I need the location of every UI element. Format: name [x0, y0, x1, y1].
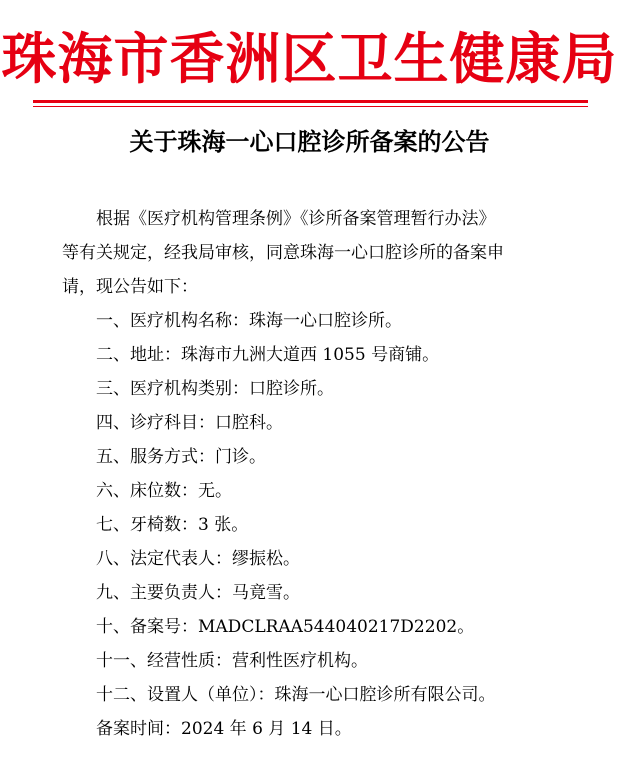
header-rule-thick [33, 100, 588, 103]
list-item: 十一、经营性质：营利性医疗机构。 [96, 651, 368, 671]
document-body [62, 202, 562, 746]
header-rule-thin [33, 106, 588, 107]
intro-line: 请，现公告如下： [62, 277, 198, 297]
issuing-authority-header: 珠海市香洲区卫生健康局 [1, 27, 618, 91]
list-item: 九、主要负责人：马竟雪。 [96, 583, 300, 603]
list-item: 四、诊疗科目：口腔科。 [96, 413, 283, 433]
intro-line: 等有关规定，经我局审核，同意珠海一心口腔诊所的备案申 [62, 243, 504, 263]
list-item: 十二、设置人（单位）：珠海一心口腔诊所有限公司。 [96, 685, 496, 705]
list-item: 八、法定代表人：缪振松。 [96, 549, 300, 569]
list-item: 十、备案号：MADCLRAA544040217D2202。 [96, 617, 475, 637]
list-item: 三、医疗机构类别：口腔诊所。 [96, 379, 334, 399]
list-item: 七、牙椅数：3 张。 [96, 515, 249, 535]
document-title: 关于珠海一心口腔诊所备案的公告 [129, 128, 490, 156]
list-item: 二、地址：珠海市九洲大道西 1055 号商铺。 [96, 345, 440, 365]
list-item: 五、服务方式：门诊。 [96, 447, 266, 467]
list-item: 六、床位数：无。 [96, 481, 232, 501]
list-item: 一、医疗机构名称：珠海一心口腔诊所。 [96, 311, 402, 331]
intro-line: 根据《医疗机构管理条例》《诊所备案管理暂行办法》 [96, 209, 496, 229]
filing-date: 备案时间：2024 年 6 月 14 日。 [96, 719, 352, 739]
